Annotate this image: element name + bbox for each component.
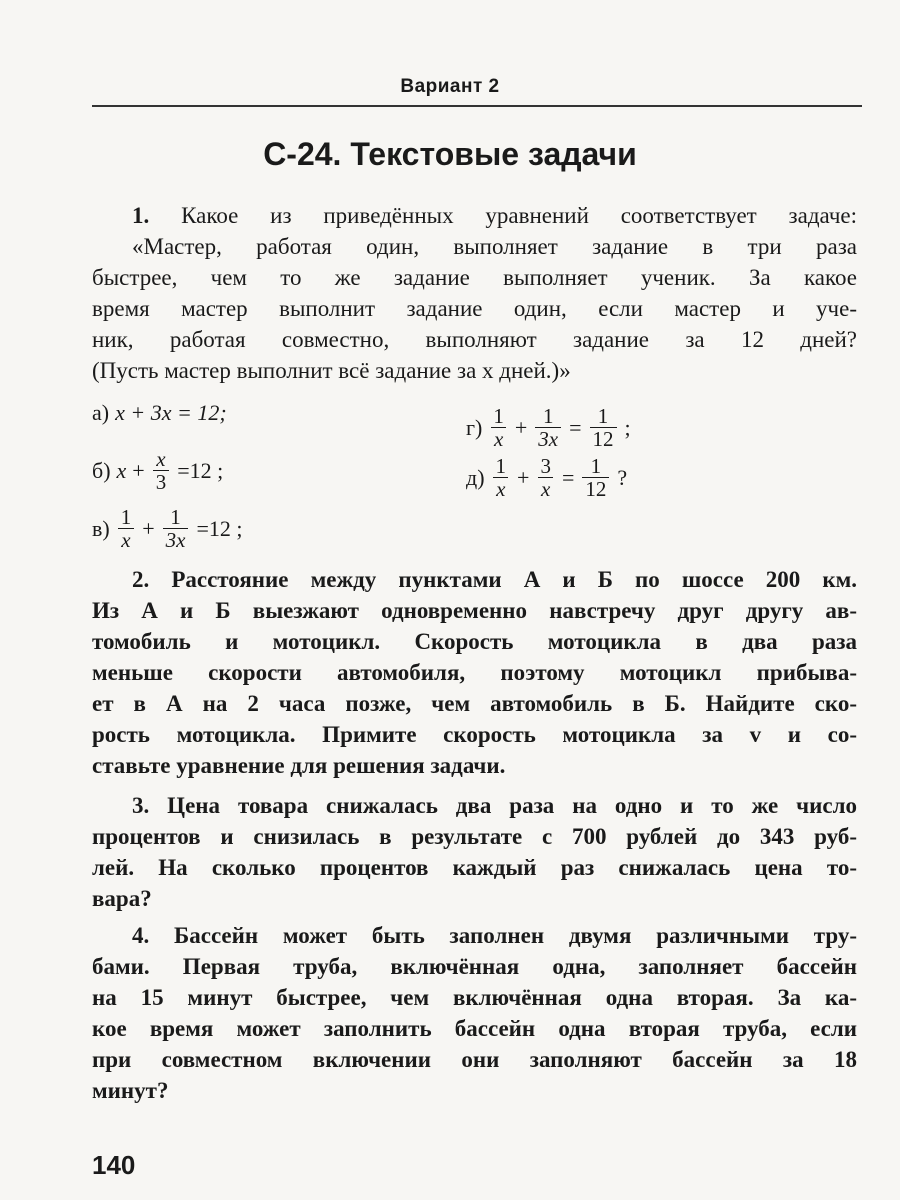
problem-2 (92, 564, 857, 781)
problem-2-line: рость мотоцикла. Примите скорость мотоцикла за v и со- (92, 722, 857, 747)
fraction: $\frac{x}{3}$ (153, 448, 170, 493)
problem-2-line: Из А и Б выезжают одновременно навстречу друг другу ав- (92, 598, 857, 623)
problem-4-line: бами. Первая труба, включённая одна, заполняет бассейн (92, 954, 857, 979)
header-divider (92, 105, 862, 107)
fraction: $\frac{1}{x}$ (490, 405, 507, 450)
fraction: $\frac{1}{12}$ (582, 455, 609, 500)
fraction: $\frac{1}{x}$ (118, 506, 135, 551)
problem-4-line: при совместном включении они заполняют бассейн за 18 (92, 1047, 857, 1072)
option-d: д) $\frac{1}{x}$ + $\frac{3}{x}$ = $\frac{1}{12}$ ? (466, 454, 628, 501)
option-a: а) x + 3x = 12; (92, 400, 227, 425)
problem-2-line: томобиль и мотоцикл. Скорость мотоцикла в два раза (92, 629, 857, 654)
fraction: $\frac{1}{12}$ (590, 405, 617, 450)
option-g: г) $\frac{1}{x}$ + $\frac{1}{3x}$ = $\frac{1}{12}$ ; (466, 404, 631, 451)
problem-4-line: минут? (92, 1078, 169, 1103)
problem-1-line: ник, работая совместно, выполняют задание за 12 дней? (92, 327, 857, 352)
problem-2-line: ставьте уравнение для решения задачи. (92, 753, 506, 778)
problem-1 (92, 200, 857, 386)
section-title: С-24. Текстовые задачи (263, 136, 637, 172)
variant-header: Вариант 2 (400, 76, 500, 97)
problem-1-line: время мастер выполнит задание один, если мастер и уче- (92, 296, 857, 321)
problem-3-line: вара? (92, 886, 152, 911)
problem-4 (92, 920, 857, 1106)
fraction: $\frac{3}{x}$ (537, 455, 554, 500)
problem-4-line: на 15 минут быстрее, чем включённая одна вторая. За ка- (92, 985, 857, 1010)
problem-1-line: 1. Какое из приведённых уравнений соответствует задаче: (132, 203, 858, 228)
problem-1-line: (Пусть мастер выполнит всё задание за x дней.)» (92, 358, 571, 383)
fraction: $\frac{1}{3x}$ (535, 405, 561, 450)
fraction: $\frac{1}{x}$ (493, 455, 510, 500)
problem-2-line: ет в А на 2 часа позже, чем автомобиль в Б. Найдите ско- (92, 691, 857, 716)
fraction: $\frac{1}{3x}$ (163, 506, 189, 551)
problem-3-line: процентов и снизилась в результате с 700 рублей до 343 руб- (92, 824, 857, 849)
problem-2-line: меньше скорости автомобиля, поэтому мотоцикл прибыва- (92, 660, 857, 685)
problem-4-line: 4. Бассейн может быть заполнен двумя различными тру- (132, 923, 857, 948)
problem-1-line: быстрее, чем то же задание выполняет ученик. За какое (92, 265, 857, 290)
problem-3 (92, 790, 857, 914)
page-number: 140 (92, 1150, 136, 1180)
problem-3-line: 3. Цена товара снижалась два раза на одно и то же число (132, 793, 857, 818)
problem-4-line: кое время может заполнить бассейн одна вторая труба, если (92, 1016, 857, 1041)
option-v: в) $\frac{1}{x}$ + $\frac{1}{3x}$ =12 ; (92, 505, 243, 552)
problem-3-line: лей. На сколько процентов каждый раз снижалась цена то- (92, 855, 857, 880)
option-b: б) x + $\frac{x}{3}$ =12 ; (92, 447, 224, 494)
problem-2-line: 2. Расстояние между пунктами А и Б по шоссе 200 км. (132, 567, 857, 592)
problem-1-line: «Мастер, работая один, выполняет задание в три раза (132, 234, 857, 259)
